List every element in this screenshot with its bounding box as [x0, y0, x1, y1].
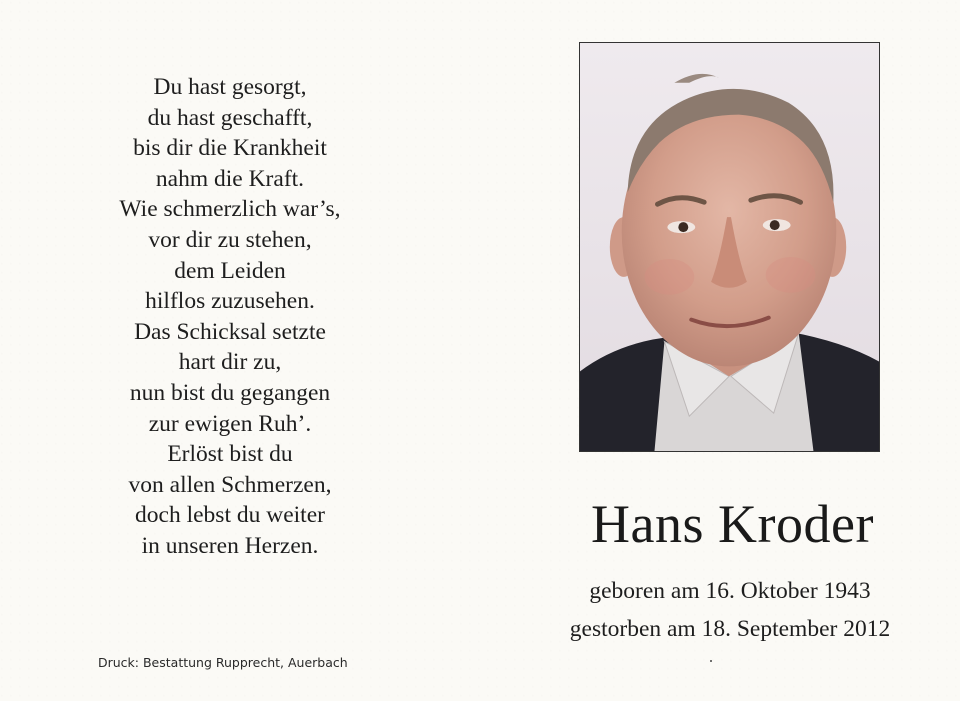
poem-line: Das Schicksal setzte [134, 318, 326, 345]
poem-line: von allen Schmerzen, [128, 471, 332, 498]
poem-line: Wie schmerzlich war’s, [119, 196, 341, 223]
poem-line: zur ewigen Ruh’. [148, 410, 312, 437]
poem-line: Du hast gesorgt, [153, 74, 307, 100]
poem-line: du hast geschafft, [147, 104, 313, 131]
poem-line: vor dir zu stehen, [148, 226, 312, 253]
poem-line: in unseren Herzen. [141, 532, 319, 559]
poem-line: hilflos zuzusehen. [145, 288, 315, 315]
printer-credit: Druck: Bestattung Rupprecht, Auerbach [98, 655, 348, 670]
portrait-illustration [580, 43, 879, 451]
poem-line: doch lebst du weiter [135, 502, 325, 529]
poem-line: dem Leiden [174, 257, 286, 284]
poem [60, 72, 400, 562]
poem-line: bis dir die Krankheit [133, 135, 327, 162]
deceased-name: Hans Kroder [591, 494, 874, 554]
death-date: gestorben am 18. September 2012 [569, 616, 891, 642]
poem-line: nun bist du gegangen [129, 379, 331, 406]
poem-line: hart dir zu, [178, 349, 282, 376]
print-speck [710, 660, 712, 662]
portrait-photo [579, 42, 880, 452]
birth-date: geboren am 16. Oktober 1943 [589, 578, 871, 604]
poem-line: Erlöst bist du [167, 441, 293, 468]
poem-line: nahm die Kraft. [155, 165, 305, 192]
